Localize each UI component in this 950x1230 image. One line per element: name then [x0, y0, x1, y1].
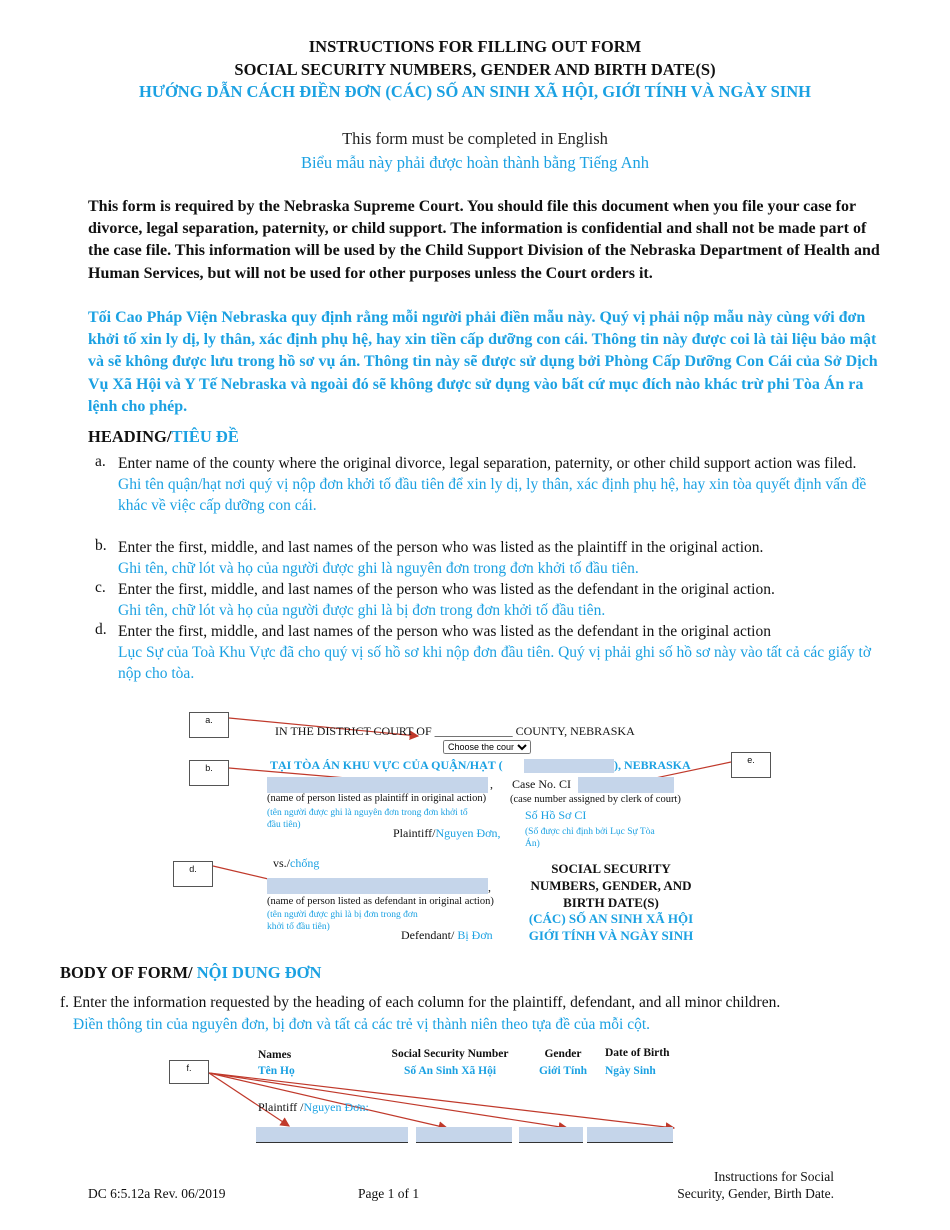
item-b-en: Enter the first, middle, and last names of the person who was listed as the plaintiff in the original action.	[118, 539, 764, 556]
col-names-vi: Tên Họ	[258, 1065, 295, 1077]
item-c-vi: Ghi tên, chữ lót và họ của người được ghi là bị đơn trong đơn khởi tố đầu tiên.	[118, 602, 606, 619]
plaintiff-name-field[interactable]	[267, 777, 488, 793]
intro-english: This form is required by the Nebraska Supreme Court. You should file this document when you file your case for divorce, legal separation, paternity, or child support. The information is confidential and shall not be made part of the case file. This information will be used by the Child Support Division of the Nebraska Department of Health and Human Services, but will not be used for other purposes unless the Court orders it.	[88, 198, 880, 282]
english-note-vi: Biểu mẫu này phải được hoàn thành bằng Tiếng Anh	[300, 153, 650, 172]
callout-a: a.	[189, 712, 229, 738]
form-sample-illustration	[0, 700, 950, 950]
heading-label-vi: TIÊU ĐỀ	[171, 427, 239, 446]
heading-label: HEADING/	[88, 427, 172, 446]
item-a-marker: a.	[95, 453, 106, 470]
county-field[interactable]	[524, 759, 614, 773]
defendant-hint: (name of person listed as defendant in original action)	[267, 896, 494, 907]
col-dob-vi: Ngày Sinh	[605, 1065, 656, 1077]
item-b	[118, 537, 898, 579]
callout-d: d.	[173, 861, 213, 887]
intro-vietnamese: Tối Cao Pháp Viện Nebraska quy định rằng mỗi người phải điền mẫu này. Quý vị phải nộp mẫu này cùng với đơn khởi tố xin ly dị, ly thân, xác định phụ hệ, hay xin tiền cấp dưỡng con cái. Thông tin này được coi là tài liệu bảo mật và sẽ không được lưu trong hồ sơ vụ án. Thông tin này sẽ được sử dụng bởi Phòng Cấp Dưỡng Con Cái của Sở Dịch Vụ Xã Hội và Y Tế Nebraska và ngoài đó sẽ không được sử dụng vào bất cứ mục đích nào khác trừ phi Tòa Án ra lệnh cho phép.	[88, 309, 878, 415]
plaintiff-dob-cell[interactable]	[587, 1127, 673, 1143]
plaintiff-ssn-cell[interactable]	[416, 1127, 512, 1143]
title-line-2: SOCIAL SECURITY NUMBERS, GENDER AND BIRTH DATE(S)	[234, 60, 716, 79]
col-gender-vi: Giới Tính	[538, 1065, 588, 1077]
item-c	[118, 579, 898, 621]
callout-e: e.	[731, 752, 771, 778]
title-vietnamese: HƯỚNG DẪN CÁCH ĐIỀN ĐƠN (CÁC) SỐ AN SINH XÃ HỘI, GIỚI TÍNH VÀ NGÀY SINH	[139, 82, 811, 101]
doc-title-line-1: Instructions for Social	[714, 1169, 834, 1184]
versus-en: vs./	[273, 856, 291, 870]
item-f-vi: Điền thông tin của nguyên đơn, bị đơn và tất cả các trẻ vị thành niên theo tựa đề của mỗi cột.	[73, 1016, 651, 1033]
page-number: Page 1 of 1	[358, 1186, 420, 1201]
item-d-vi: Lục Sự của Toà Khu Vực đã cho quý vị số hồ sơ khi nộp đơn đầu tiên. Quý vị phải ghi số hồ sơ này vào tất cả các giấy tờ nộp cho tòa.	[118, 644, 872, 682]
title-line-1: INSTRUCTIONS FOR FILLING OUT FORM	[308, 37, 642, 56]
defendant-name-field[interactable]	[267, 878, 488, 894]
plaintiff-name-cell[interactable]	[256, 1127, 408, 1143]
plaintiff-gender-cell[interactable]	[519, 1127, 583, 1143]
court-line-vi-left: TẠI TÒA ÁN KHU VỰC CỦA QUẬN/HẠT (	[270, 758, 503, 772]
versus-vi: chống	[290, 856, 320, 870]
defendant-label-en: Defendant/	[401, 928, 458, 942]
col-ssn-vi: Số An Sinh Xã Hội	[403, 1065, 497, 1077]
col-gender: Gender	[544, 1048, 582, 1060]
item-a	[118, 453, 898, 516]
case-no-hint-vi: (Số được chỉ định bởi Lục Sự Tòa Án)	[525, 827, 655, 849]
item-a-en: Enter name of the county where the original divorce, legal separation, paternity, or other child support action was filed.	[118, 455, 857, 472]
plaintiff-label	[393, 826, 500, 841]
ss-title: SOCIAL SECURITY NUMBERS, GENDER, AND BIRTH DATE(S)	[530, 861, 692, 910]
body-label: BODY OF FORM/	[60, 963, 197, 982]
case-no-hint: (case number assigned by clerk of court)	[510, 794, 681, 805]
item-b-marker: b.	[95, 537, 107, 554]
form-code: DC 6:5.12a Rev. 06/2019	[88, 1186, 226, 1201]
item-d-marker: d.	[95, 621, 107, 638]
case-no-vi: Số Hồ Sơ CI	[525, 808, 587, 822]
item-d	[118, 621, 898, 684]
court-line-vi-right: ), NEBRASKA	[614, 758, 691, 772]
case-no-field[interactable]	[578, 777, 674, 793]
item-b-vi: Ghi tên, chữ lót và họ của người được ghi là nguyên đơn trong đơn khởi tố đầu tiên.	[118, 560, 639, 577]
item-f-en: f. Enter the information requested by the heading of each column for the plaintiff, defendant, and all minor children.	[60, 994, 781, 1011]
defendant-hint-vi: (tên người được ghi là bị đơn trong đơn khởi tố đầu tiên)	[267, 910, 418, 932]
item-c-en: Enter the first, middle, and last names of the person who was listed as the defendant in the original action.	[118, 581, 775, 598]
plaintiff-comma: ,	[490, 777, 493, 791]
court-line: IN THE DISTRICT COURT OF _____________ COUNTY, NEBRASKA	[275, 724, 635, 738]
col-dob: Date of Birth	[605, 1047, 670, 1059]
callout-f: f.	[169, 1060, 209, 1084]
plaintiff-hint-vi: (tên người được ghi là nguyên đơn trong đơn khởi tố đầu tiên)	[267, 808, 468, 830]
doc-title-line-2: Security, Gender, Birth Date.	[677, 1186, 834, 1201]
callout-b: b.	[189, 760, 229, 786]
plaintiff-label-vi: Nguyen Đơn,	[435, 826, 501, 840]
defendant-comma: ,	[488, 880, 491, 894]
english-note: This form must be completed in English	[342, 129, 608, 148]
plaintiff-label-en: Plaintiff/	[393, 826, 436, 840]
plaintiff-row-en: Plaintiff /	[258, 1100, 304, 1114]
col-ssn: Social Security Number	[391, 1048, 509, 1060]
plaintiff-row-label	[258, 1100, 369, 1115]
body-section-title	[60, 963, 321, 983]
county-select[interactable]	[443, 740, 531, 754]
item-c-marker: c.	[95, 579, 106, 596]
defendant-label-vi: Bị Đơn	[457, 928, 493, 942]
col-names: Names	[258, 1049, 292, 1061]
case-no-label: Case No. CI	[512, 777, 571, 791]
item-d-en: Enter the first, middle, and last names of the person who was listed as the defendant in the original action	[118, 623, 771, 640]
ss-title-vi: (CÁC) SỐ AN SINH XÃ HỘI GIỚI TÍNH VÀ NGÀY SINH	[528, 911, 694, 943]
table-sample-illustration	[0, 1040, 950, 1150]
plaintiff-row-vi: Nguyen Đơn:	[303, 1100, 369, 1114]
body-label-vi: NỘI DUNG ĐƠN	[196, 963, 322, 982]
item-a-vi: Ghi tên quận/hạt nơi quý vị nộp đơn khởi tố đầu tiên để xin ly dị, ly thân, xác định phụ hệ, hay xin tòa quyết định vấn đề khác về việc cấp dưỡng con cái.	[118, 476, 867, 514]
heading-section-title	[88, 427, 239, 447]
versus-label	[273, 856, 319, 871]
defendant-label	[401, 928, 493, 943]
plaintiff-hint: (name of person listed as plaintiff in original action)	[267, 793, 487, 804]
